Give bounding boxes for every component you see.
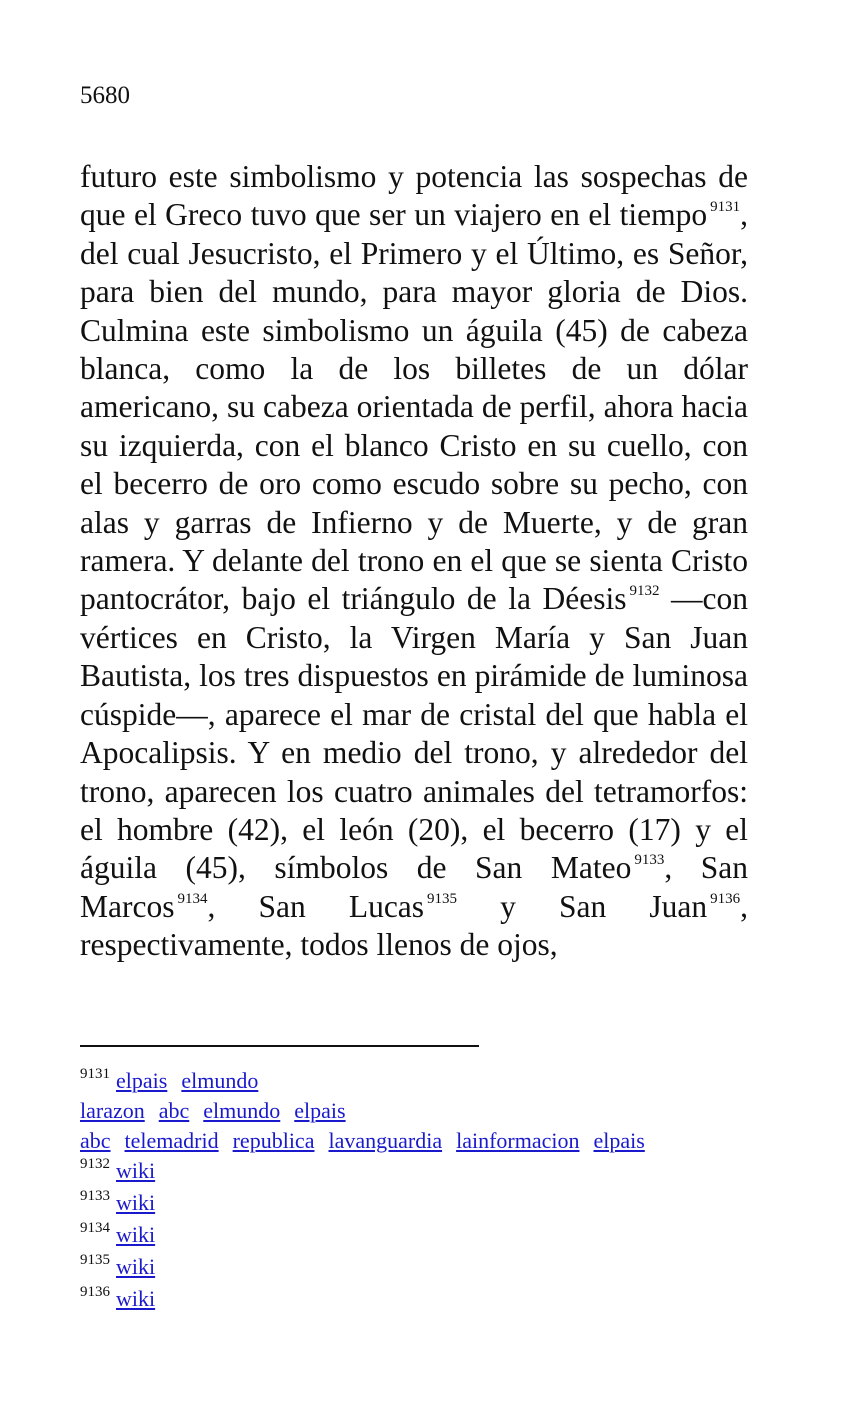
page-number: 5680 — [80, 82, 130, 109]
footnote-link-elpais[interactable]: elpais — [294, 1098, 346, 1123]
footnote-link-abc[interactable]: abc — [158, 1098, 190, 1123]
body-text-segment: , del cual Jesucristo, el Primero y el Último, es Señor, para bien del mundo, para mayor gloria de Dios. Culmina este simbolismo un águila (45) de cabeza blanca, como la de los billetes de un dólar americano, su cabeza orientada de perfil, ahora hacia su izquierda, con el blanco Cristo en su cuello, con el becerro de oro como escudo sobre su pecho, con alas y garras de Infierno y de Muerte, y de gran ramera. Y delante del trono en el que se sienta Cristo pantocrátor, bajo el triángulo de la Déesis — [80, 197, 748, 617]
body-text-segment: —con vértices en Cristo, la Virgen María y San Juan Bautista, los tres dispuestos en pirámide de luminosa cúspide—, aparece el mar de cristal del que habla el Apocalipsis. Y en medio del trono, y alrededor del trono, aparecen los cuatro animales del tetramorfos: el hombre (42), el león (20), el becerro (17) y el águila (45), símbolos de San Mateo — [80, 581, 748, 886]
footnote-link-lavanguardia[interactable]: lavanguardia — [328, 1128, 443, 1153]
footnote-link-wiki[interactable]: wiki — [116, 1190, 156, 1215]
footnote-link-telemadrid[interactable]: telemadrid — [124, 1128, 219, 1153]
footnote-link-abc[interactable]: abc — [80, 1128, 111, 1153]
footnote-link-elmundo[interactable]: elmundo — [181, 1068, 259, 1093]
body-text-segment: , respectivamente, todos llenos de ojos, — [80, 888, 748, 963]
footnote-link-republica[interactable]: republica — [232, 1128, 315, 1153]
body-paragraph — [80, 158, 748, 965]
footnote-link-elpais[interactable]: elpais — [116, 1068, 168, 1093]
footnote-link-larazon[interactable]: larazon — [80, 1098, 145, 1123]
footnote-line — [80, 1284, 780, 1316]
footnote-number: 9131 — [80, 1066, 110, 1082]
footnote-reference: 9135 — [427, 890, 458, 907]
footnote-reference: 9132 — [629, 583, 660, 600]
footnote-reference: 9133 — [634, 852, 665, 869]
footnote-number: 9133 — [80, 1188, 110, 1204]
footnote-line — [80, 1220, 780, 1252]
footnote-line — [80, 1156, 780, 1188]
footnote-reference: 9134 — [177, 890, 208, 907]
footnote-number: 9135 — [80, 1252, 110, 1268]
footnote-link-lainformacion[interactable]: lainformacion — [456, 1128, 580, 1153]
body-text-segment: , San Lucas — [207, 888, 425, 924]
body-text-segment: y San Juan — [457, 888, 708, 924]
footnote-link-wiki[interactable]: wiki — [116, 1158, 156, 1183]
footnote-line — [80, 1252, 780, 1284]
footnote-link-wiki[interactable]: wiki — [116, 1222, 156, 1247]
footnote-number: 9136 — [80, 1284, 110, 1300]
footnote-line — [80, 1188, 780, 1220]
footnote-reference: 9136 — [710, 890, 741, 907]
footnote-number: 9132 — [80, 1156, 110, 1172]
body-text-segment: futuro este simbolismo y potencia las sospechas de que el Greco tuvo que ser un viajero en el tiempo — [80, 159, 748, 233]
footnotes-section — [80, 1066, 780, 1316]
footnote-divider — [80, 1045, 479, 1047]
footnote-line — [80, 1126, 780, 1156]
footnote-number: 9134 — [80, 1220, 110, 1236]
footnote-link-wiki[interactable]: wiki — [116, 1286, 156, 1311]
body-text-segment: , San Marcos — [80, 850, 749, 924]
footnote-link-elpais[interactable]: elpais — [593, 1128, 645, 1153]
footnote-link-wiki[interactable]: wiki — [116, 1254, 156, 1279]
footnote-line — [80, 1096, 780, 1126]
footnote-line — [80, 1066, 780, 1096]
footnote-reference: 9131 — [710, 199, 741, 216]
footnote-link-elmundo[interactable]: elmundo — [203, 1098, 281, 1123]
